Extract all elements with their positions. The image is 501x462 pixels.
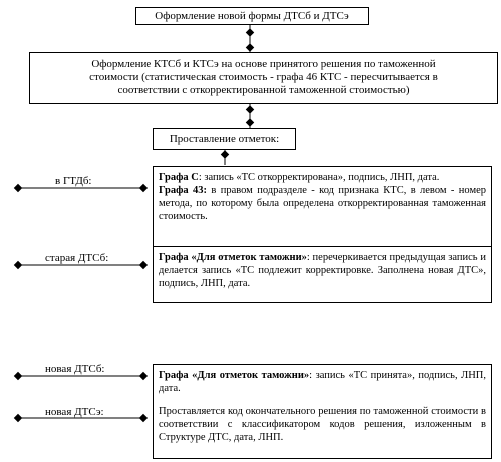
new-dts-text: : запись «ТС принята», подпись, ЛНП, дата.	[159, 370, 487, 394]
label-gtd: в ГТДб:	[55, 175, 92, 187]
old-dts-text: : перечеркивается предыдущая запись и делается запись «ТС подлежит корректировке. Заполнена новая ДТС», подпись, ЛНП, дата.	[159, 252, 486, 289]
box-marks	[153, 128, 296, 150]
new-dts-para2: Проставляется код окончательного решения по таможенной стоимости в соответствии с классификатором кодов решения, изложенным в Структуре ДТС, дата, ЛНП.	[159, 406, 486, 443]
box-kts-line2: стоимости (статистическая стоимость - графа 46 КТС - пересчитывается в	[89, 71, 438, 83]
connector-dot	[246, 106, 253, 113]
box-gtd	[153, 166, 492, 249]
new-dts-title: Графа «Для отметок таможни»	[159, 370, 310, 381]
box-kts-line3: соответствии с откорректированной таможенной стоимостью)	[117, 84, 410, 96]
old-dts-title: Графа «Для отметок таможни»	[159, 252, 307, 263]
connector-dot	[246, 29, 253, 36]
graph-c-title: Графа С	[159, 172, 199, 183]
label-old-dts: старая ДТСб:	[45, 252, 109, 264]
graph-43-title: Графа 43:	[159, 185, 207, 196]
graph-43-text: в правом подразделе - код признака КТС, в левом - номер метода, по которому была определена откорректированная таможенная стоимость.	[159, 185, 486, 222]
box-old-dts	[153, 246, 492, 303]
connector-dot	[246, 119, 253, 126]
box-new-form-text: Оформление новой формы ДТСб и ДТСэ	[155, 10, 349, 22]
connector-dot	[221, 151, 228, 158]
connector-dot	[246, 44, 253, 51]
label-new-dtse: новая ДТСэ:	[45, 406, 104, 418]
box-new-form	[135, 7, 369, 25]
box-marks-text: Проставление отметок:	[169, 133, 280, 145]
box-kts-line1: Оформление КТСб и КТСэ на основе принятого решения по таможенной	[91, 58, 436, 70]
graph-c-text: : запись «ТС откорректирована», подпись, ЛНП, дата.	[198, 172, 440, 183]
label-new-dtsb: новая ДТСб:	[45, 363, 105, 375]
box-kts	[29, 52, 498, 104]
box-new-dts	[153, 364, 492, 459]
